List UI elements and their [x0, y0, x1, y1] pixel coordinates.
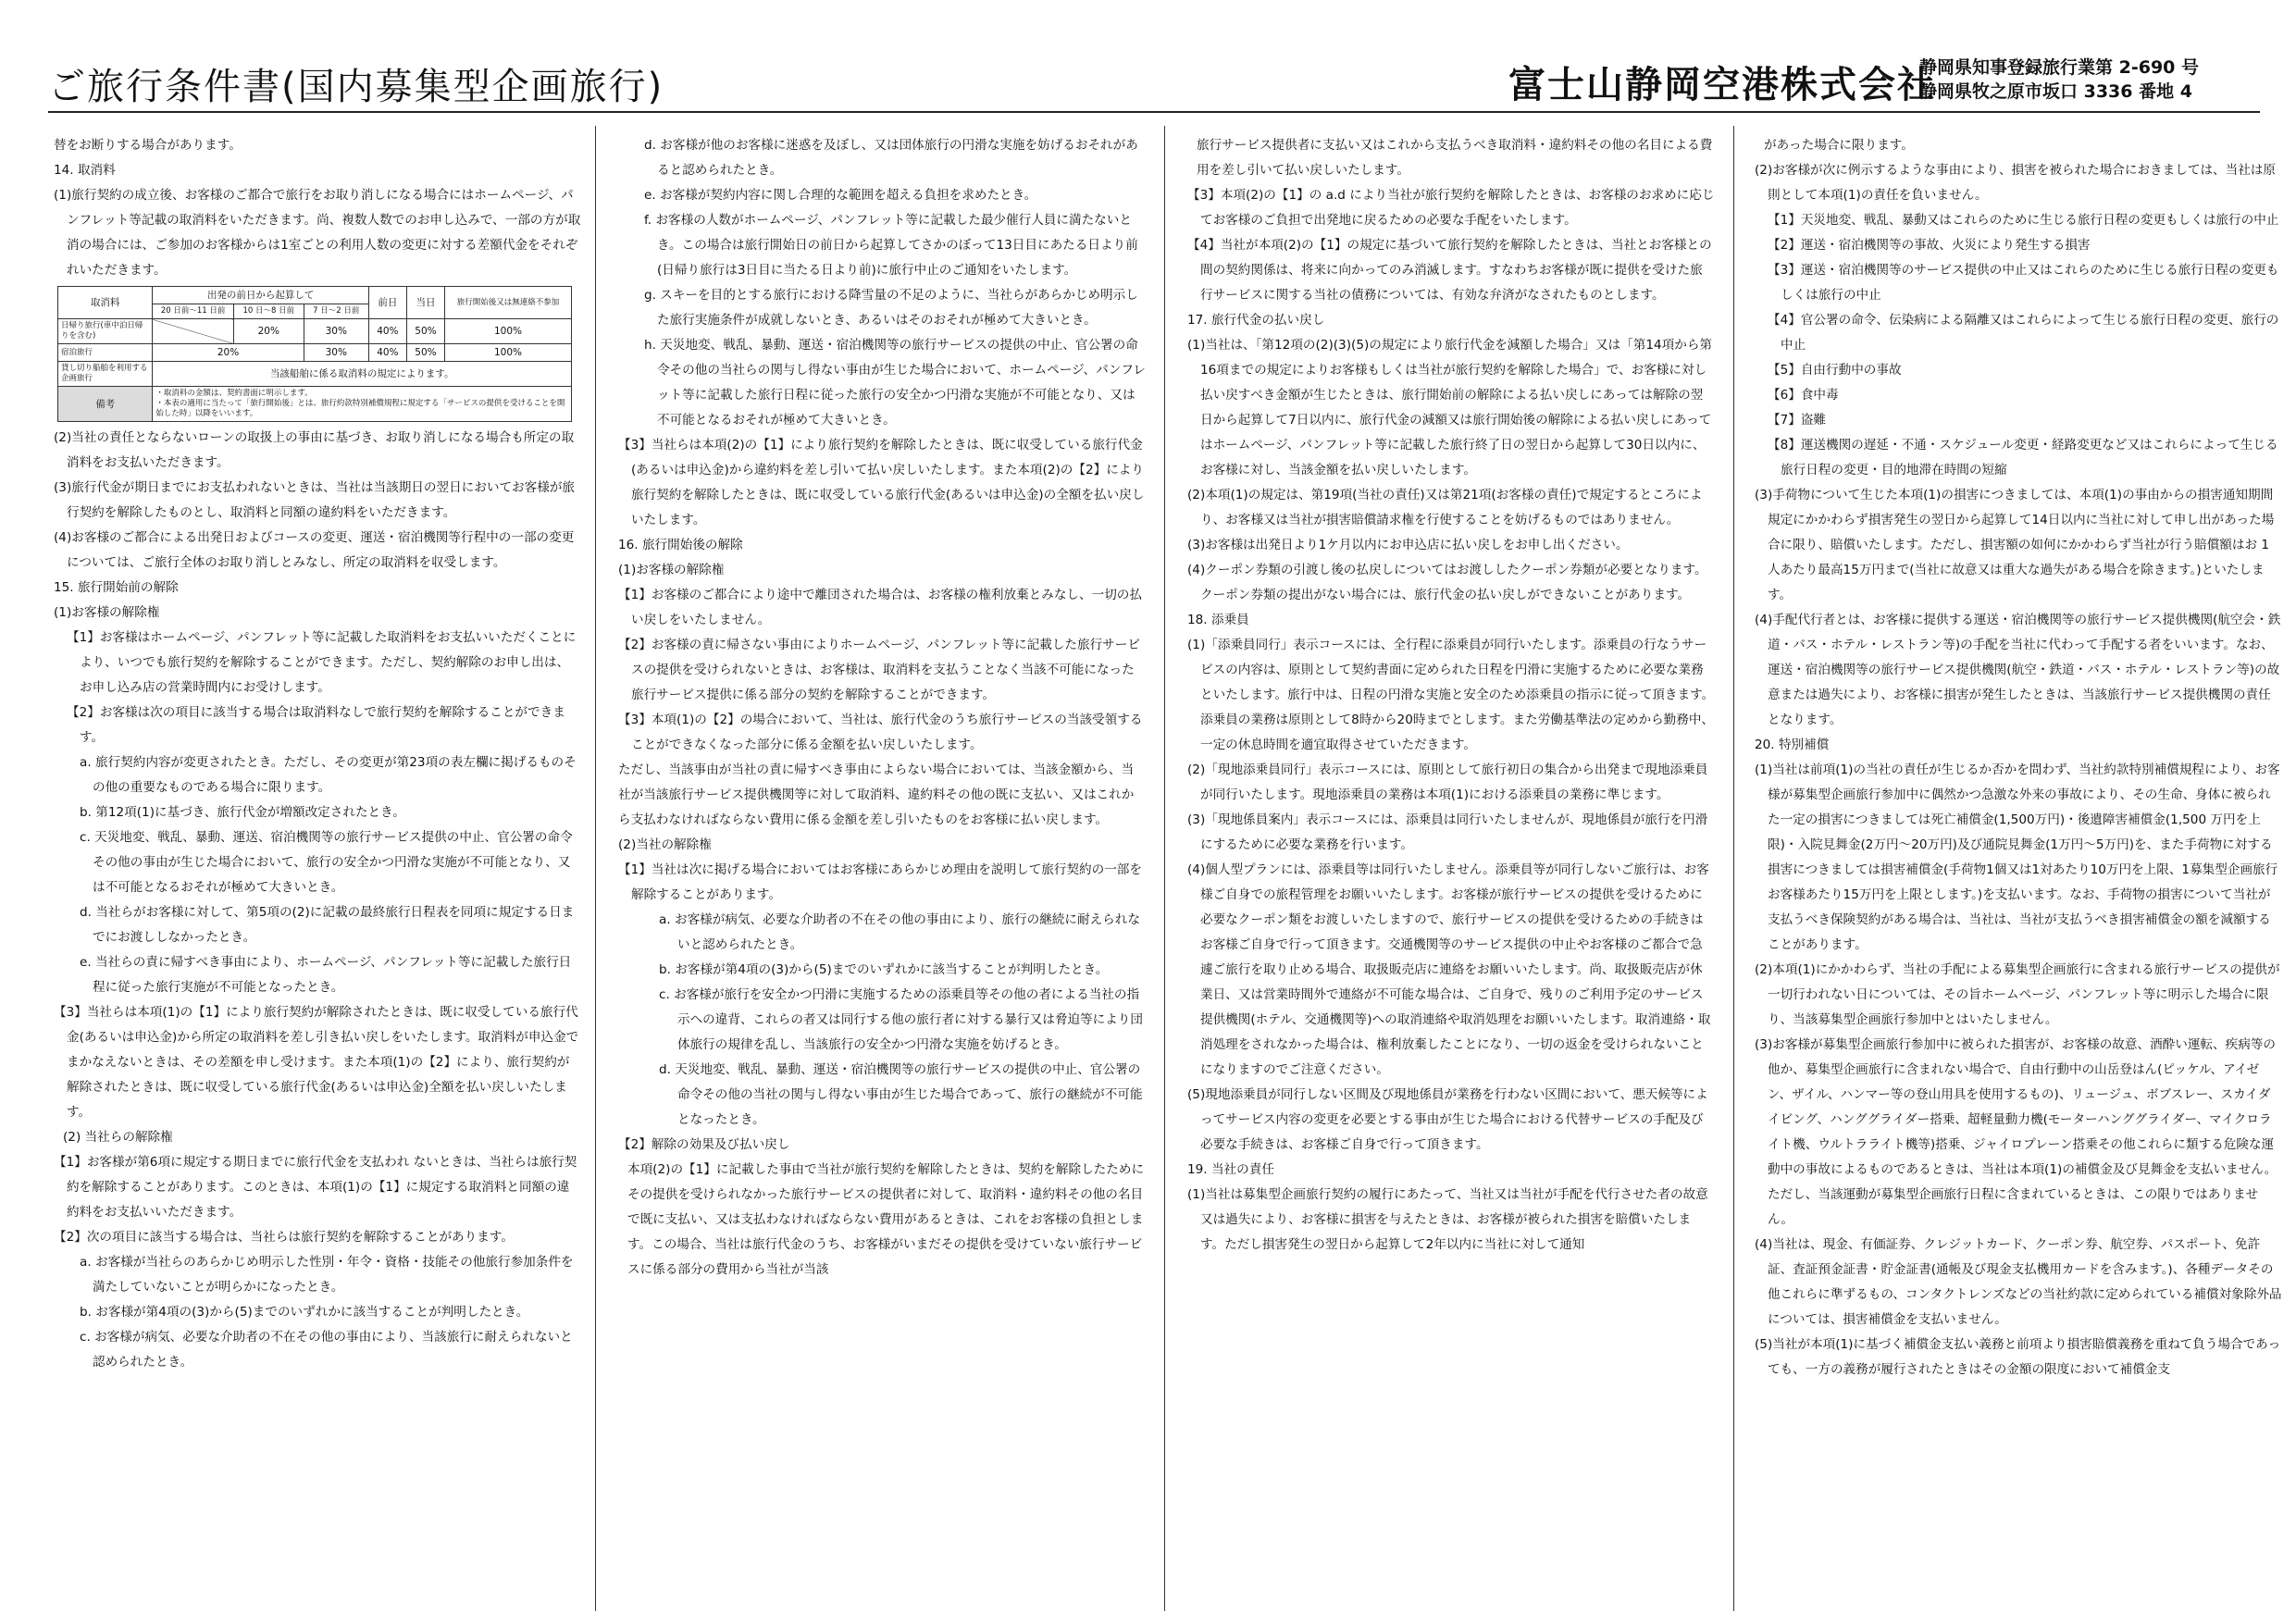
- paragraph: (4)個人型プランには、添乗員等は同行いたしません。添乗員等が同行しないご旅行は、お客様ご自身での旅程管理をお願いいたします。お客様が旅行サービスの提供を受けるために必要なクーポン類をお渡しいたしますので、旅行サービスの提供を受けるための手続きはお客様ご自身で行って頂きます。交通機関等のサービス提供の中止やお客様のご都合で急遽ご旅行を取り止める場合、取扱販売店に連絡をお願いいたします。尚、取扱販売店が休業日、又は営業時間外で連絡が不可能な場合は、ご自身で、残りのご利用予定のサービス提供機関(ホテル、交通機関等)への取消連絡や取消処理をお願いいたします。取消連絡・取消処理をされなかった場合は、権利放棄したことになり、一切の返金を受けられないことになりますのでご注意ください。: [1187, 862, 1711, 1077]
- page-title: ご旅行条件書(国内募集型企画旅行): [48, 66, 664, 108]
- table-cell: 40%: [368, 319, 406, 344]
- table-header-cell: 出発の前日から起算して: [153, 287, 368, 304]
- list-item: 【6】食中毒: [1768, 388, 1839, 403]
- paragraph: (1)当社は募集型企画旅行契約の履行にあたって、当社又は当社が手配を代行させた者の故意又は過失により、お客様に損害を与えたときは、お客様が被られた損害を賠償いたします。ただし損害発生の翌日から起算して2年以内に当社に対して通知: [1187, 1187, 1708, 1252]
- header-rule: [48, 111, 2260, 113]
- page-header: [48, 54, 2260, 126]
- paragraph: (1)旅行契約の成立後、お客様のご都合で旅行をお取り消しになる場合にはホームページ、パンフレット等記載の取消料をいただきます。尚、複数人数でのお申し込みで、一部の方が取消の場合には、ご参加のお客様からは1室ごとの利用人数の変更に対する差額代金をそれぞれいただきます。: [54, 188, 581, 278]
- list-item: b. お客様が第4項の(3)から(5)までのいずれかに該当することが判明したとき。: [659, 962, 1109, 977]
- paragraph: 【3】本項(2)の【1】の a.d により当社が旅行契約を解除したときは、お客様のお求めに応じてお客様のご負担で出発地に戻るための必要な手配をいたします。: [1187, 188, 1715, 228]
- table-row-label: 貸し切り船舶を利用する企画旅行: [58, 362, 153, 387]
- list-item: g. スキーを目的とする旅行における降雪量の不足のように、当社らがあらかじめ明示した旅行実施条件が成就しないとき、あるいはそのおそれが極めて大きいとき。: [644, 288, 1138, 328]
- paragraph: (2)お客様が次に例示するような事由により、損害を被られた場合におきましては、当社は原則として本項(1)の責任を負いません。: [1755, 163, 2277, 203]
- column-4: [1755, 133, 2282, 1609]
- table-header-cell: 前日: [368, 287, 406, 319]
- list-item: c. お客様が旅行を安全かつ円滑に実施するための添乗員等その他の者による当社の指示への違背、これらの者又は同行する他の旅行者に対する暴行又は脅迫等により団体旅行の規律を乱し、当該旅行の安全かつ円滑な実施を妨げるとき。: [659, 987, 1143, 1052]
- paragraph: (2)本項(1)にかかわらず、当社の手配による募集型企画旅行に含まれる旅行サービスの提供が一切行われない日については、その旨ホームページ、パンフレット等に明示した場合に限り、当該募集型企画旅行参加中とはいたしません。: [1755, 962, 2280, 1027]
- paragraph: 【2】お客様は次の項目に該当する場合は取消料なしで旅行契約を解除することができます。: [67, 705, 565, 745]
- table-cell: 20%: [233, 319, 304, 344]
- paragraph: 替をお断りする場合があります。: [54, 138, 242, 153]
- paragraph: 【1】お客様のご都合により途中で離団された場合は、お客様の権利放棄とみなし、一切の払い戻しをいたしません。: [618, 588, 1142, 627]
- table-header-cell: 取消料: [58, 287, 153, 319]
- paragraph: (4)手配代行者とは、お客様に提供する運送・宿泊機関等の旅行サービス提供機関(航空会・鉄道・バス・ホテル・レストラン等)の手配を当社に代わって手配する者をいいます。なお、運送・宿泊機関等の旅行サービス提供機関(航空・鉄道・バス・ホテル・レストラン等)の故意または過失により、お客様に損害が発生したときは、当該旅行サービス提供機関の責任となります。: [1755, 613, 2281, 727]
- list-item: 【1】天災地変、戦乱、暴動又はこれらのために生じる旅行日程の変更もしくは旅行の中止: [1768, 213, 2279, 228]
- paragraph: 【1】お客様が第6項に規定する期日までに旅行代金を支払われ ないときは、当社らは旅行契約を解除することがあります。このときは、本項(1)の【1】に規定する取消料と同額の違約料をお支払いいただきます。: [54, 1155, 577, 1220]
- paragraph: (3)手荷物について生じた本項(1)の損害につきましては、本項(1)の事由からの損害通知期間規定にかかわらず損害発生の翌日から起算して14日以内に当社に対して申し出があった場合に限り、賠償いたします。ただし、損害額の如何にかかわらず当社が行う賠償額はお 1 人あたり最高15万円まで(当社に故意又は重大な過失がある場合を除きます。)といたします。: [1755, 488, 2275, 602]
- paragraph: 【3】本項(1)の【2】の場合において、当社は、旅行代金のうち旅行サービスの当該受領することができなくなった部分に係る金額を払い戻しいたします。: [618, 713, 1143, 752]
- paragraph: ただし、当該事由が当社の責に帰すべき事由によらない場合においては、当該金額から、当社が当該旅行サービス提供機関等に対して取消料、違約料その他の既に支払い、又はこれから支払わなければならない費用に係る金額を差し引いたものをお客様に払い戻します。: [618, 762, 1135, 827]
- column-3: [1187, 133, 1715, 1609]
- paragraph: (4)お客様のご都合による出発日およびコースの変更、運送・宿泊機関等行程中の一部の変更については、ご旅行全体のお取り消しとみなし、所定の取消料を収受します。: [54, 530, 575, 570]
- company-registration: [1919, 56, 2199, 104]
- subsection-heading: 【2】解除の効果及び払い戻し: [618, 1137, 790, 1152]
- list-item: b. 第12項(1)に基づき、旅行代金が増額改定されたとき。: [80, 805, 405, 820]
- table-header-cell: 20 日前～11 日前: [153, 304, 233, 319]
- company-address: 静岡県牧之原市坂口 3336 番地 4: [1919, 81, 2192, 102]
- section-heading: 15. 旅行開始前の解除: [54, 580, 179, 595]
- paragraph: 【3】当社らは本項(2)の【1】により旅行契約を解除したときは、既に収受している旅行代金(あるいは申込金)から違約料を差し引いて払い戻しいたします。また本項(2)の【2】により旅行契約を解除したときは、既に収受している旅行代金(あるいは申込金)の全額を払い戻しいたします。: [618, 438, 1145, 527]
- paragraph: (5)現地添乗員が同行しない区間及び現地係員が業務を行わない区間において、悪天候等によってサービス内容の変更を必要とする事由が生じた場合における代替サービスの手配及び必要な手続きは、お客様ご自身で行って頂きます。: [1187, 1087, 1708, 1152]
- list-item: f. お客様の人数がホームページ、パンフレット等に記載した最少催行人員に満たないとき。この場合は旅行開始日の前日から起算してさかのぼって13日目にあたる日より前(日帰り旅行は3日目に当たる日より前)に旅行中止のご通知をいたします。: [644, 213, 1138, 278]
- table-note: ・本表の適用に当たって「旅行開始後」とは、旅行約款特別補償規程に規定する「サービスの提供を受けることを開始した時」以降をいいます。: [155, 399, 565, 418]
- table-row-label: 宿泊旅行: [58, 344, 153, 362]
- subsection-heading: (1)お客様の解除権: [618, 563, 725, 577]
- list-item: a. 旅行契約内容が変更されたとき。ただし、その変更が第23項の表左欄に掲げるものその他の重要なものである場合に限ります。: [80, 755, 577, 795]
- table-cell: 100%: [445, 319, 572, 344]
- paragraph: 【3】当社らは本項(1)の【1】により旅行契約が解除されたときは、既に収受している旅行代金(あるいは申込金)から所定の取消料を差し引き払い戻しをいたします。取消料が申込金でまかなえないときは、その差額を申し受けます。また本項(1)の【2】により、旅行契約が解除されたときは、既に収受している旅行代金(あるいは申込金)全額を払い戻しいたします。: [54, 1005, 579, 1120]
- paragraph: 本項(2)の【1】に記載した事由で当社が旅行契約を解除したときは、契約を解除したためにその提供を受けられなかった旅行サービスの提供者に対して、取消料・違約料その他の名目で既に支払い、又は支払わなければならない費用があるときは、これをお客様の負担とします。この場合、当社は旅行代金のうち、お客様がいまだその提供を受けていない旅行サービスに係る部分の費用から当社が当該: [627, 1162, 1145, 1277]
- paragraph: (4)クーポン券類の引渡し後の払戻しについてはお渡ししたクーポン券類が必要となります。クーポン券類の提出がない場合には、旅行代金の払い戻しができないことがあります。: [1187, 563, 1707, 602]
- table-cell: 20%: [153, 344, 304, 362]
- section-heading: 19. 当社の責任: [1187, 1162, 1274, 1177]
- paragraph: (3)旅行代金が期日までにお支払われないときは、当社は当該期日の翌日においてお客様が旅行契約を解除したものとし、取消料と同額の違約料をいただきます。: [54, 480, 576, 520]
- paragraph: 旅行サービス提供者に支払い又はこれから支払うべき取消料・違約料その他の名目による費用を差し引いて払い戻しいたします。: [1197, 138, 1713, 178]
- table-cell: 50%: [406, 344, 444, 362]
- company-name: 富士山静岡空港株式会社: [1508, 64, 1936, 106]
- table-cell: 30%: [304, 344, 368, 362]
- table-cell: 当該船舶に係る取消料の規定によります。: [153, 362, 572, 387]
- paragraph: (2)当社の責任とならないローンの取扱上の事由に基づき、お取り消しになる場合も所定の取消料をお支払いただきます。: [54, 430, 575, 470]
- list-item: d. お客様が他のお客様に迷惑を及ぼし、又は団体旅行の円滑な実施を妨げるおそれがあると認められたとき。: [644, 138, 1138, 178]
- list-item: a. お客様が病気、必要な介助者の不在その他の事由により、旅行の継続に耐えられないと認められたとき。: [659, 912, 1140, 952]
- registration-number: 静岡県知事登録旅行業第 2-690 号: [1919, 57, 2199, 78]
- list-item: h. 天災地変、戦乱、暴動、運送・宿泊機関等の旅行サービスの提供の中止、官公署の命令その他の当社らの関与し得ない事由が生じた場合において、ホームページ、パンフレット等に記載した旅行日程に従った旅行の安全かつ円滑な実施が不可能となり、又は不可能となるおそれが極めて大きいとき。: [644, 338, 1146, 428]
- column-1: [54, 133, 581, 1609]
- paragraph: (3)お客様が募集型企画旅行参加中に被られた損害が、お客様の故意、酒酔い運転、疾病等の他か、募集型企画旅行に含まれない場合で、自由行動中の山岳登はん(ピッケル、アイゼン、ザイル、ハンマー等の登山用具を使用するもの)、リュージュ、ボブスレー、スカイダイビング、ハンググライダー搭乗、超軽量動力機(モーターハンググライダー、マイクロライト機、ウルトラライト機等)搭乗、ジャイロプレーン搭乗その他これらに類する危険な運動中の事故によるものであるときは、当社は本項(1)の補償金及び見舞金を支払いません。ただし、当該運動が募集型企画旅行日程に含まれているときは、この限りではありません。: [1755, 1037, 2277, 1227]
- column-divider: [1733, 126, 1734, 1611]
- table-row-label: 備考: [58, 387, 153, 422]
- paragraph: (2)本項(1)の規定は、第19項(当社の責任)又は第21項(お客様の責任)で規定するところにより、お客様又は当社が損害賠償請求権を行使することを妨げるものではありません。: [1187, 488, 1703, 527]
- table-note: ・取消料の金額は、契約書面に明示します。: [155, 389, 313, 398]
- table-cell: 100%: [445, 344, 572, 362]
- table-row-label: 日帰り旅行(車中泊日帰りを含む): [58, 319, 153, 344]
- paragraph: 【4】当社が本項(2)の【1】の規定に基づいて旅行契約を解除したときは、当社とお客様との間の契約関係は、将来に向かってのみ消滅します。すなわちお客様が既に提供を受けた旅行サービスに関する当社の債務については、有効な弁済がなされたものとします。: [1187, 238, 1712, 303]
- list-item: c. 天災地変、戦乱、暴動、運送、宿泊機関等の旅行サービス提供の中止、官公署の命令その他の事由が生じた場合において、旅行の安全かつ円滑な実施が不可能となり、又は不可能となるおそれが極めて大きいとき。: [80, 830, 573, 895]
- paragraph: (2)「現地添乗員同行」表示コースには、原則として旅行初日の集合から出発まで現地添乗員が同行いたします。現地添乗員の業務は本項(1)における添乗員の業務に準じます。: [1187, 762, 1708, 802]
- list-item: d. 当社らがお客様に対して、第5項の(2)に記載の最終旅行日程表を同項に規定する日までにお渡ししなかったとき。: [80, 905, 575, 945]
- table-cell: 40%: [368, 344, 406, 362]
- list-item: 【7】盗難: [1768, 413, 1827, 428]
- section-heading: 17. 旅行代金の払い戻し: [1187, 313, 1325, 328]
- paragraph: (1)当社は前項(1)の当社の責任が生じるか否かを問わず、当社約款特別補償規程により、お客様が募集型企画旅行参加中に偶然かつ急激な外来の事故により、その生命、身体に被られた一定の損害につきましては死亡補償金(1,500万円)・後遺障害補償金(1,500 万円を上限)・入院見舞金(2万円～20万円)及び通院見舞金(1万円～5万円)を、また手荷物に対する損害につきましては損害補償金(手荷物1個又は1対あたり10万円を上限、1募集型企画旅行お客様あたり15万円を上限とします。)を支払います。なお、手荷物の損害について当社が支払うべき保険契約がある場合は、当社は、当社が支払うべき損害補償金の額を減額することがあります。: [1755, 762, 2280, 952]
- list-item: 【8】運送機関の遅延・不通・スケジュール変更・経路変更など又はこれらによって生じる旅行日程の変更・目的地滞在時間の短縮: [1768, 438, 2278, 477]
- paragraph: があった場合に限ります。: [1764, 138, 1914, 153]
- subsection-heading: (1)お客様の解除権: [54, 605, 160, 620]
- list-item: c. お客様が病気、必要な介助者の不在その他の事由により、当該旅行に耐えられないと認められたとき。: [80, 1330, 573, 1370]
- subsection-heading: (2)当社の解除権: [618, 837, 712, 852]
- table-cell: 50%: [406, 319, 444, 344]
- list-item: e. 当社らの責に帰すべき事由により、ホームページ、パンフレット等に記載した旅行日程に従った旅行実施が不可能となったとき。: [80, 955, 572, 995]
- list-item: 【3】運送・宿泊機関等のサービス提供の中止又はこれらのために生じる旅行日程の変更もしくは旅行の中止: [1768, 263, 2279, 303]
- cancellation-fee-table: [57, 286, 572, 422]
- list-item: a. お客様が当社らのあらかじめ明示した性別・年令・資格・技能その他旅行参加条件を満たしていないことが明らかになったとき。: [80, 1255, 574, 1295]
- table-cell: [153, 387, 572, 422]
- paragraph: (3)お客様は出発日より1ケ月以内にお申込店に払い戻しをお申し出ください。: [1187, 538, 1629, 552]
- paragraph: 【2】お客様の責に帰さない事由によりホームページ、パンフレット等に記載した旅行サービスの提供を受けられないときは、お客様は、取消料を支払うことなく当該不可能になった旅行サービス提供に係る部分の契約を解除することができます。: [618, 638, 1140, 702]
- paragraph: (4)当社は、現金、有価証券、クレジットカード、クーポン券、航空券、パスポート、免許証、査証預金証書・貯金証書(通帳及び現金支払機用カードを含みます。)、各種データその他これらに準ずるもの、コンタクトレンズなどの当社約款に定められている補償対象除外品については、損害補償金を支払いません。: [1755, 1237, 2282, 1327]
- paragraph: 【2】次の項目に該当する場合は、当社らは旅行契約を解除することがあります。: [54, 1230, 514, 1245]
- list-item: b. お客様が第4項の(3)から(5)までのいずれかに該当することが判明したとき。: [80, 1305, 529, 1320]
- column-divider: [595, 126, 596, 1611]
- paragraph: (1)「添乗員同行」表示コースには、全行程に添乗員が同行いたします。添乗員の行なうサービスの内容は、原則として契約書面に定められた日程を円滑に実施するために必要な業務といたします。旅行中は、日程の円滑な実施と安全のため添乗員の指示に従って頂きます。添乗員の業務は原則として8時から20時までとします。また労働基準法の定めから勤務中、一定の休息時間を適宜取得させていただきます。: [1187, 638, 1715, 752]
- subsection-heading: (2) 当社らの解除権: [63, 1130, 173, 1145]
- list-item: d. 天災地変、戦乱、暴動、運送・宿泊機関等の旅行サービスの提供の中止、官公署の命令その他の当社の関与し得ない事由が生じた場合であって、旅行の継続が不可能となったとき。: [659, 1062, 1143, 1127]
- table-cell: 30%: [304, 319, 368, 344]
- paragraph: 【1】お客様はホームページ、パンフレット等に記載した取消料をお支払いいただくことにより、いつでも旅行契約を解除することができます。ただし、契約解除のお申し出は、お申し込み店の営業時間内にお受けします。: [67, 630, 577, 695]
- table-header-cell: 旅行開始後又は無連絡不参加: [445, 287, 572, 319]
- paragraph: 【1】当社は次に掲げる場合においてはお客様にあらかじめ理由を説明して旅行契約の一部を解除することがあります。: [618, 862, 1142, 902]
- column-2: [618, 133, 1146, 1609]
- list-item: 【2】運送・宿泊機関等の事故、火災により発生する損害: [1768, 238, 2091, 253]
- paragraph: (1)当社は、「第12項の(2)(3)(5)の規定により旅行代金を減額した場合」又は「第14項から第16項までの規定によりお客様もしくは当社が旅行契約を解除した場合」で、お客様に対し払い戻すべき金額が生じたときは、旅行開始前の解除による払い戻しにあっては解除の翌日から起算して7日以内に、旅行代金の減額又は旅行開始後の解除による払い戻しにあってはホームページ、パンフレット等に記載した旅行終了日の翌日から起算して30日以内に、お客様に対し、当該金額を払い戻しいたします。: [1187, 338, 1713, 477]
- section-heading: 18. 添乗員: [1187, 613, 1249, 627]
- table-header-cell: 10 日～8 日前: [233, 304, 304, 319]
- section-heading: 16. 旅行開始後の解除: [618, 538, 743, 552]
- column-divider: [1164, 126, 1165, 1611]
- section-heading: 14. 取消料: [54, 163, 116, 178]
- table-header-cell: 当日: [406, 287, 444, 319]
- list-item: 【4】官公署の命令、伝染病による隔離又はこれらによって生じる旅行日程の変更、旅行の中止: [1768, 313, 2279, 353]
- paragraph: (3)「現地係員案内」表示コースには、添乗員は同行いたしませんが、現地係員が旅行を円滑にするために必要な業務を行います。: [1187, 812, 1708, 852]
- list-item: e. お客様が契約内容に関し合理的な範囲を超える負担を求めたとき。: [644, 188, 1037, 203]
- list-item: 【5】自由行動中の事故: [1768, 363, 1902, 378]
- paragraph: (5)当社が本項(1)に基づく補償金支払い義務と前項より損害賠償義務を重ねて負う場合であっても、一方の義務が履行されたときはその金額の限度において補償金支: [1755, 1337, 2281, 1377]
- table-cell: [153, 319, 233, 344]
- section-heading: 20. 特別補償: [1755, 738, 1830, 752]
- table-header-cell: 7 日～2 日前: [304, 304, 368, 319]
